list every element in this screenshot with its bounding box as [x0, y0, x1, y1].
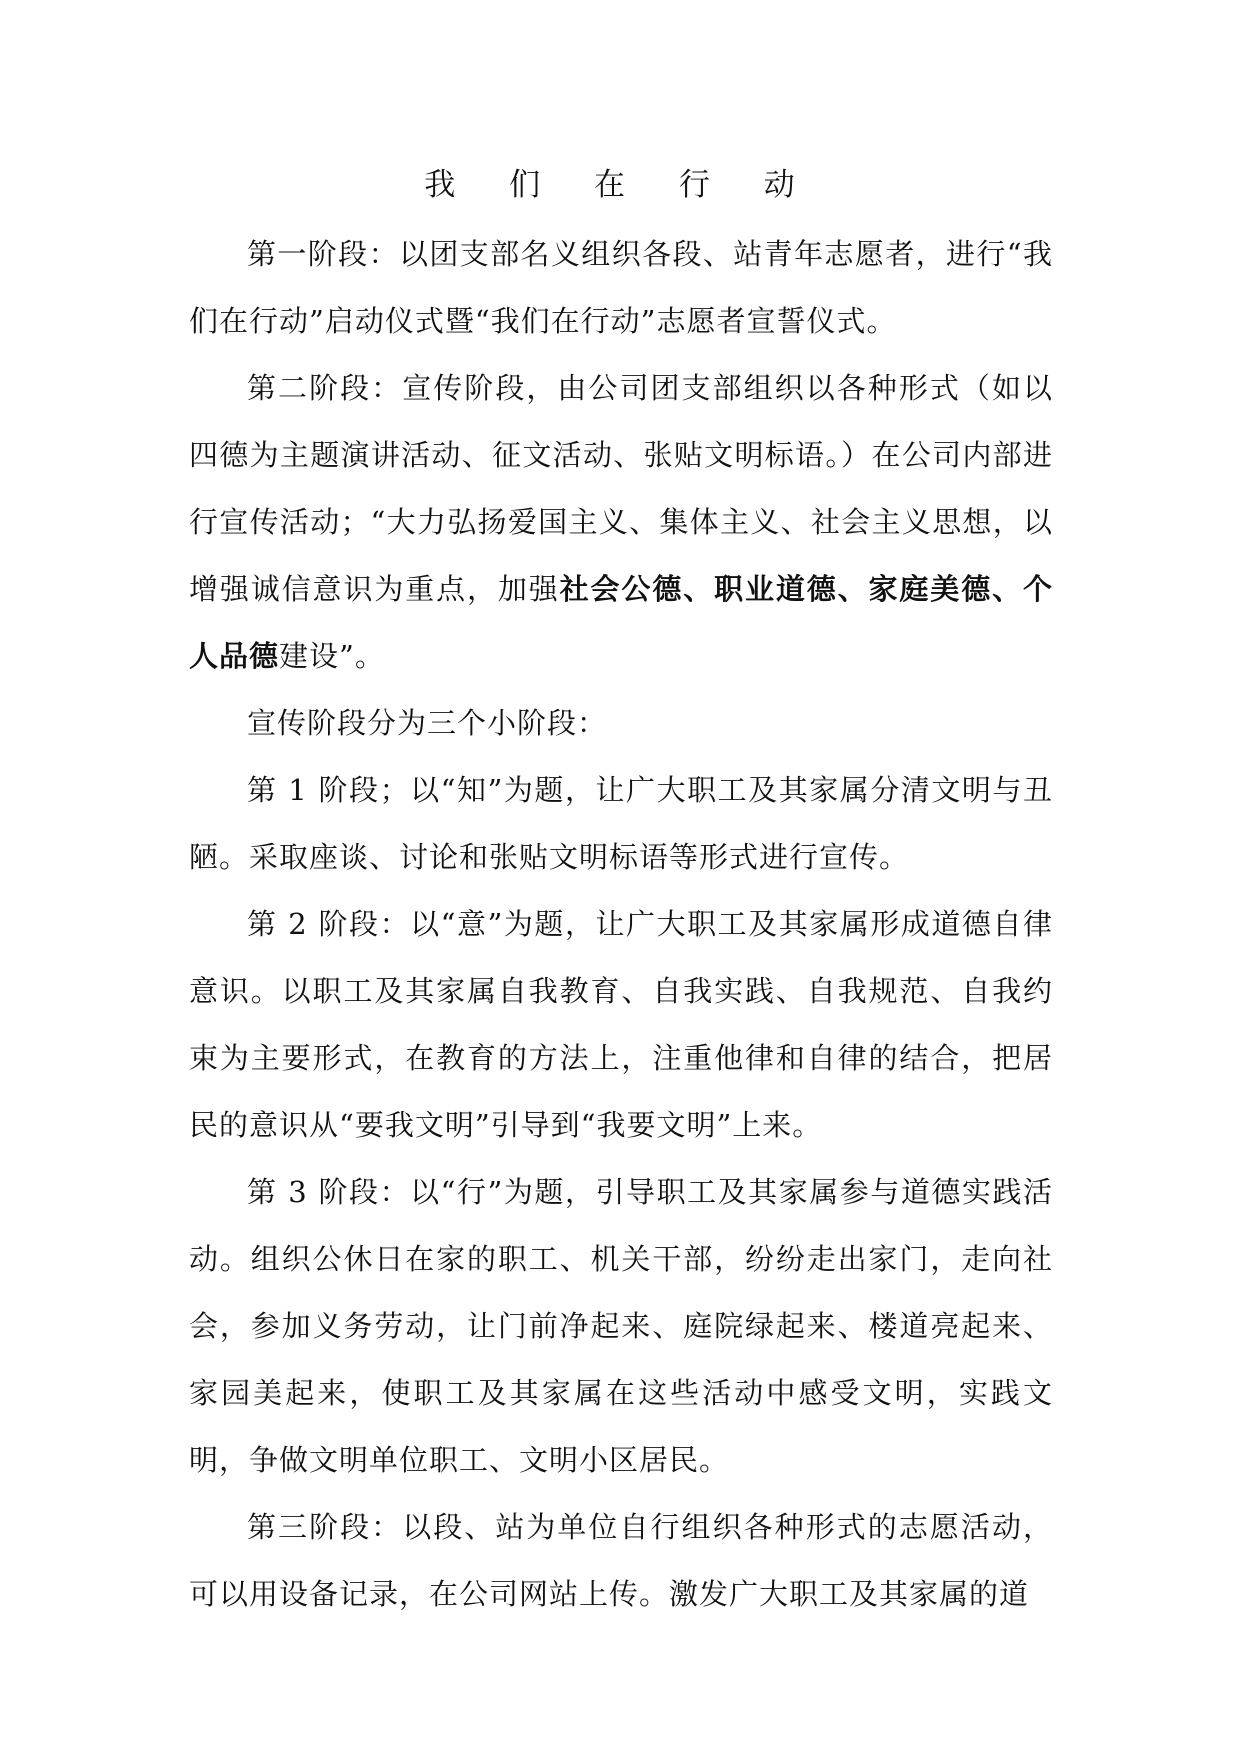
paragraph-substage-1 [189, 757, 1053, 891]
paragraph-text: 第三阶段：以段、站为单位自行组织各种形式的志愿活动，可以用设备记录，在公司网站上传。激发广大职工及其家属的道 [189, 1510, 1053, 1611]
paragraph-substage-2 [189, 891, 1053, 1159]
paragraph-stage-1 [189, 221, 1053, 355]
paragraph-text: 第二阶段：宣传阶段，由公司团支部组织以各种形式（如以四德为主题演讲活动、征文活动、张贴文明标语。）在公司内部进行宣传活动；“大力弘扬爱国主义、集体主义、社会主义思想，以增强诚信意识为重点，加强 [189, 371, 1053, 606]
paragraph-text-end: 建设”。 [279, 639, 385, 673]
paragraph-substage-3 [189, 1159, 1053, 1494]
bold-emphasis: 社会公德、职业道德、家庭美德、个人品德 [189, 572, 1053, 673]
paragraph-text: 第 3 阶段：以“行”为题，引导职工及其家属参与道德实践活动。组织公休日在家的职工、机关干部，纷纷走出家门，走向社会，参加义务劳动，让门前净起来、庭院绿起来、楼道亮起来、家园美起来，使职工及其家属在这些活动中感受文明，实践文明，争做文明单位职工、文明小区居民。 [189, 1175, 1053, 1477]
paragraph-text: 第 1 阶段；以“知”为题，让广大职工及其家属分清文明与丑陋。采取座谈、讨论和张贴文明标语等形式进行宣传。 [189, 773, 1053, 874]
paragraph-text: 第 2 阶段：以“意”为题，让广大职工及其家属形成道德自律意识。以职工及其家属自我教育、自我实践、自我规范、自我约束为主要形式，在教育的方法上，注重他律和自律的结合，把居民的意识从“要我文明”引导到“我要文明”上来。 [189, 907, 1053, 1142]
paragraph-stage-2 [189, 355, 1053, 690]
document-body [189, 221, 1053, 1628]
paragraph-stage-3 [189, 1494, 1053, 1628]
paragraph-substage-intro [189, 690, 1053, 757]
document-title: 我 们 在 行 动 [424, 167, 817, 203]
paragraph-text: 宣传阶段分为三个小阶段： [247, 706, 608, 740]
paragraph-text: 第一阶段：以团支部名义组织各段、站青年志愿者，进行“我们在行动”启动仪式暨“我们在行动”志愿者宣誓仪式。 [189, 237, 1053, 338]
